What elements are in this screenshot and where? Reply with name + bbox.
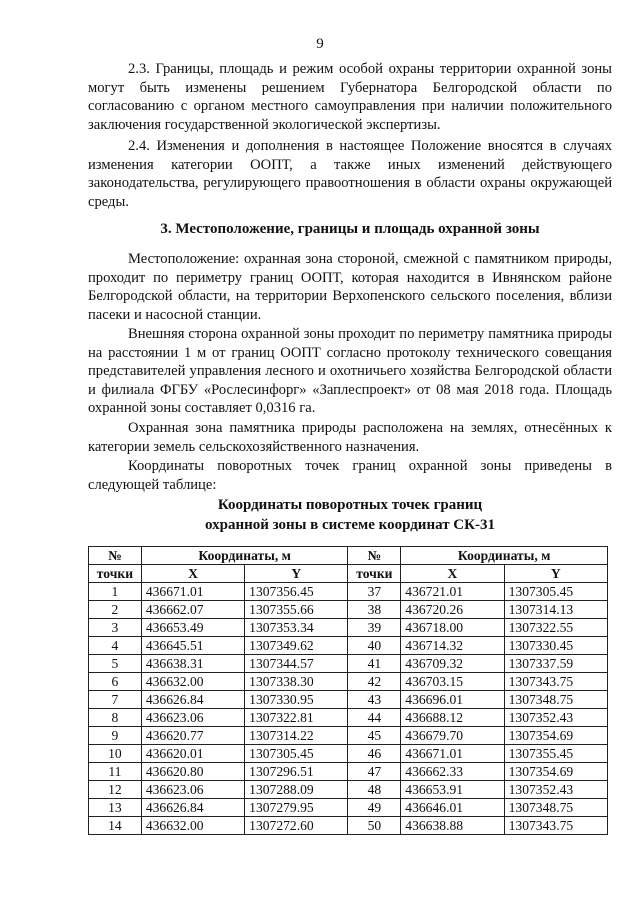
point-number-right: 44 (348, 709, 401, 727)
x-value-right: 436679.70 (401, 727, 504, 745)
x-value-left: 436638.31 (141, 655, 244, 673)
paragraph-coords-intro: Координаты поворотных точек границ охранной зоны приведены в следующей таблице: (88, 458, 612, 493)
point-number-right: 46 (348, 745, 401, 763)
x-value-right: 436714.32 (401, 637, 504, 655)
point-number-left: 9 (89, 727, 142, 745)
section-heading: 3. Местоположение, границы и площадь охранной зоны (160, 221, 540, 237)
y-value-left: 1307344.57 (245, 655, 348, 673)
table-row (89, 727, 608, 745)
header-point-right: точки (348, 565, 401, 583)
point-number-left: 14 (89, 817, 142, 835)
table-row (89, 583, 608, 601)
x-value-right: 436696.01 (401, 691, 504, 709)
x-value-left: 436671.01 (141, 583, 244, 601)
table-caption-line2: охранной зоны в системе координат СК-31 (204, 517, 496, 533)
x-value-right: 436721.01 (401, 583, 504, 601)
y-value-right: 1307354.69 (504, 727, 607, 745)
y-value-right: 1307343.75 (504, 817, 607, 835)
point-number-left: 6 (89, 673, 142, 691)
point-number-right: 47 (348, 763, 401, 781)
y-value-right: 1307348.75 (504, 799, 607, 817)
y-value-left: 1307272.60 (245, 817, 348, 835)
y-value-right: 1307354.69 (504, 763, 607, 781)
x-value-left: 436662.07 (141, 601, 244, 619)
x-value-left: 436626.84 (141, 691, 244, 709)
x-value-left: 436620.80 (141, 763, 244, 781)
y-value-right: 1307352.43 (504, 781, 607, 799)
table-subheader-row (89, 565, 608, 583)
table-row (89, 763, 608, 781)
table-caption-line1: Координаты поворотных точек границ (217, 497, 483, 513)
table-row (89, 709, 608, 727)
header-coords-left: Координаты, м (141, 547, 348, 565)
y-value-right: 1307352.43 (504, 709, 607, 727)
y-value-left: 1307349.62 (245, 637, 348, 655)
point-number-left: 11 (89, 763, 142, 781)
x-value-right: 436653.91 (401, 781, 504, 799)
x-value-left: 436626.84 (141, 799, 244, 817)
y-value-right: 1307330.45 (504, 637, 607, 655)
table-row (89, 619, 608, 637)
y-value-left: 1307330.95 (245, 691, 348, 709)
header-number-left: № (89, 547, 142, 565)
x-value-right: 436709.32 (401, 655, 504, 673)
paragraph-land-category: Охранная зона памятника природы расположена на землях, отнесённых к категории земель сельскохозяйственного назначения. (88, 420, 612, 455)
paragraph-outer-boundary: Внешняя сторона охранной зоны проходит по периметру памятника природы на расстоянии 1 м от границ ООПТ согласно протоколу технического совещания представителей управления лесного и охотничьего хозяйства Белгородской области и филиала ФГБУ «Рослесинфорг» «Заплеспроект» от 08 мая 2018 года. Площадь охранной зоны составляет 0,0316 га. (88, 326, 612, 417)
x-value-right: 436638.88 (401, 817, 504, 835)
table-caption (88, 495, 612, 535)
point-number-right: 49 (348, 799, 401, 817)
point-number-right: 42 (348, 673, 401, 691)
table-header-row (89, 547, 608, 565)
y-value-right: 1307348.75 (504, 691, 607, 709)
table-row (89, 745, 608, 763)
x-value-left: 436645.51 (141, 637, 244, 655)
x-value-left: 436653.49 (141, 619, 244, 637)
x-value-right: 436662.33 (401, 763, 504, 781)
y-value-left: 1307279.95 (245, 799, 348, 817)
point-number-left: 3 (89, 619, 142, 637)
x-value-left: 436623.06 (141, 781, 244, 799)
table-row (89, 817, 608, 835)
point-number-left: 1 (89, 583, 142, 601)
y-value-left: 1307305.45 (245, 745, 348, 763)
x-value-left: 436632.00 (141, 673, 244, 691)
table-row (89, 655, 608, 673)
table-row (89, 637, 608, 655)
y-value-left: 1307296.51 (245, 763, 348, 781)
point-number-left: 2 (89, 601, 142, 619)
point-number-right: 45 (348, 727, 401, 745)
point-number-left: 13 (89, 799, 142, 817)
x-value-left: 436623.06 (141, 709, 244, 727)
header-x-right: X (401, 565, 504, 583)
point-number-right: 39 (348, 619, 401, 637)
x-value-right: 436688.12 (401, 709, 504, 727)
table-row (89, 673, 608, 691)
point-number-right: 38 (348, 601, 401, 619)
header-number-right: № (348, 547, 401, 565)
paragraph-2-3: 2.3. Границы, площадь и режим особой охраны территории охранной зоны могут быть изменены решением Губернатора Белгородской области по согласованию с органом местного самоуправления при наличии положительного заключения государственной экологической экспертизы. (88, 61, 612, 133)
x-value-right: 436720.26 (401, 601, 504, 619)
point-number-left: 4 (89, 637, 142, 655)
y-value-left: 1307353.34 (245, 619, 348, 637)
table-row (89, 799, 608, 817)
paragraph-2-4: 2.4. Изменения и дополнения в настоящее Положение вносятся в случаях изменения категории ООПТ, а также иных изменений действующего законодательства, регулирующего правоотношения в области охраны окружающей среды. (88, 138, 612, 210)
y-value-right: 1307305.45 (504, 583, 607, 601)
point-number-right: 40 (348, 637, 401, 655)
y-value-left: 1307355.66 (245, 601, 348, 619)
table-row (89, 691, 608, 709)
page-number: 9 (316, 36, 324, 52)
x-value-left: 436620.01 (141, 745, 244, 763)
y-value-left: 1307356.45 (245, 583, 348, 601)
y-value-right: 1307355.45 (504, 745, 607, 763)
x-value-right: 436703.15 (401, 673, 504, 691)
y-value-right: 1307322.55 (504, 619, 607, 637)
y-value-left: 1307322.81 (245, 709, 348, 727)
y-value-right: 1307314.13 (504, 601, 607, 619)
header-y-right: Y (504, 565, 607, 583)
point-number-left: 12 (89, 781, 142, 799)
x-value-left: 436620.77 (141, 727, 244, 745)
x-value-right: 436671.01 (401, 745, 504, 763)
point-number-left: 5 (89, 655, 142, 673)
point-number-right: 48 (348, 781, 401, 799)
point-number-right: 41 (348, 655, 401, 673)
paragraph-location: Местоположение: охранная зона стороной, смежной с памятником природы, проходит по периметру границ ООПТ, которая находится в Ивнянском районе Белгородской области, на территории Верхопенского сельского поселения, вблизи пасеки и насосной станции. (88, 251, 612, 323)
point-number-right: 50 (348, 817, 401, 835)
header-point-left: точки (89, 565, 142, 583)
point-number-left: 10 (89, 745, 142, 763)
point-number-left: 7 (89, 691, 142, 709)
point-number-left: 8 (89, 709, 142, 727)
y-value-left: 1307314.22 (245, 727, 348, 745)
x-value-right: 436646.01 (401, 799, 504, 817)
table-row (89, 781, 608, 799)
y-value-right: 1307343.75 (504, 673, 607, 691)
point-number-right: 37 (348, 583, 401, 601)
x-value-left: 436632.00 (141, 817, 244, 835)
header-coords-right: Координаты, м (401, 547, 608, 565)
y-value-left: 1307338.30 (245, 673, 348, 691)
y-value-left: 1307288.09 (245, 781, 348, 799)
coordinates-table (88, 546, 608, 835)
header-x-left: X (141, 565, 244, 583)
header-y-left: Y (245, 565, 348, 583)
table-row (89, 601, 608, 619)
point-number-right: 43 (348, 691, 401, 709)
x-value-right: 436718.00 (401, 619, 504, 637)
y-value-right: 1307337.59 (504, 655, 607, 673)
